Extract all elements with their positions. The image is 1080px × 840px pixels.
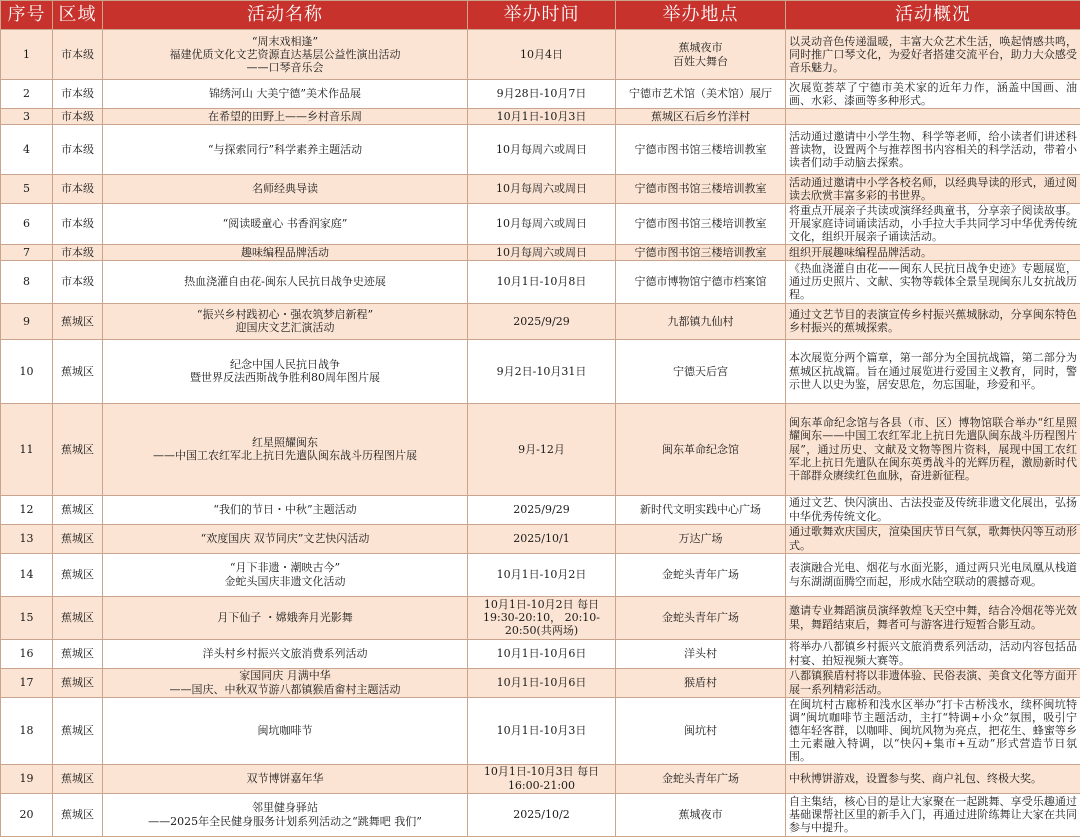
row-time: 10月1日-10月6日 xyxy=(468,668,616,697)
row-desc: 《热血浇灌自由花——闽东人民抗日战争史迹》专题展览，通过历史照片、文献、实物等载体全景呈现闽东儿女抗战历程。 xyxy=(786,260,1080,303)
row-time: 10月4日 xyxy=(468,30,616,80)
row-area: 市本级 xyxy=(53,125,103,175)
row-name: “与探索同行”科学素养主题活动 xyxy=(103,125,468,175)
row-place: 宁德市艺术馆（美术馆）展厅 xyxy=(616,80,786,109)
header-row xyxy=(1,1,1080,30)
row-number: 20 xyxy=(1,793,53,836)
row-name: 名师经典导读 xyxy=(103,175,468,204)
row-area: 蕉城区 xyxy=(53,495,103,524)
header-place: 举办地点 xyxy=(616,1,786,30)
row-number: 1 xyxy=(1,30,53,80)
header-time: 举办时间 xyxy=(468,1,616,30)
row-number: 4 xyxy=(1,125,53,175)
row-place: 宁德市图书馆三楼培训教室 xyxy=(616,244,786,260)
row-name: 趣味编程品牌活动 xyxy=(103,244,468,260)
table-row xyxy=(1,639,1080,668)
row-place: 蕉城夜市 百姓大舞台 xyxy=(616,30,786,80)
row-number: 5 xyxy=(1,175,53,204)
row-place: 洋头村 xyxy=(616,639,786,668)
row-place: 宁德天后宫 xyxy=(616,339,786,403)
row-time: 2025/10/1 xyxy=(468,524,616,553)
table-row xyxy=(1,244,1080,260)
row-name: 纪念中国人民抗日战争 暨世界反法西斯战争胜利80周年图片展 xyxy=(103,339,468,403)
row-area: 蕉城区 xyxy=(53,553,103,596)
row-time: 10月1日-10月2日 xyxy=(468,553,616,596)
table-row xyxy=(1,30,1080,80)
row-desc: 将举办八都镇乡村振兴文旅消费系列活动，活动内容包括品村宴、拍短视频大赛等。 xyxy=(786,639,1080,668)
row-time: 10月每周六或周日 xyxy=(468,175,616,204)
row-name: 邻里健身驿站 ——2025年全民健身服务计划系列活动之“跳舞吧 我们” xyxy=(103,793,468,836)
row-number: 17 xyxy=(1,668,53,697)
row-area: 蕉城区 xyxy=(53,403,103,495)
table-row xyxy=(1,668,1080,697)
row-name: “周末戏相逢” 福建优质文化文艺资源直达基层公益性演出活动 ——口琴音乐会 xyxy=(103,30,468,80)
row-name: 闽坑咖啡节 xyxy=(103,697,468,764)
table-row xyxy=(1,125,1080,175)
table-row xyxy=(1,495,1080,524)
row-place: 宁德市图书馆三楼培训教室 xyxy=(616,175,786,204)
row-time: 10月1日-10月2日 每日 19:30-20:10， 20:10- 20:50(共两场) xyxy=(468,596,616,639)
table-row xyxy=(1,303,1080,339)
row-time: 10月1日-10月3日 xyxy=(468,697,616,764)
table-body xyxy=(1,30,1080,837)
row-area: 蕉城区 xyxy=(53,596,103,639)
row-time: 10月每周六或周日 xyxy=(468,125,616,175)
row-desc: 组织开展趣味编程品牌活动。 xyxy=(786,244,1080,260)
row-time: 9月28日-10月7日 xyxy=(468,80,616,109)
row-place: 闽坑村 xyxy=(616,697,786,764)
table-row xyxy=(1,553,1080,596)
row-area: 蕉城区 xyxy=(53,764,103,793)
row-desc: 以灵动音色传递温暖，丰富大众艺术生活，唤起情感共鸣，同时推广口琴文化，为爱好者搭建交流平台，助力大众感受音乐魅力。 xyxy=(786,30,1080,80)
row-time: 10月每周六或周日 xyxy=(468,244,616,260)
header-desc: 活动概况 xyxy=(786,1,1080,30)
row-name: “月下非遗・潮映古今” 金蛇头国庆非遗文化活动 xyxy=(103,553,468,596)
row-area: 市本级 xyxy=(53,244,103,260)
table-row xyxy=(1,260,1080,303)
row-name: 热血浇灌自由花-闽东人民抗日战争史迹展 xyxy=(103,260,468,303)
row-desc: 本次展览分两个篇章，第一部分为全国抗战篇，第二部分为蕉城区抗战篇。旨在通过展览进行爱国主义教育，同时，警示世人以史为鉴，居安思危，勿忘国耻，珍爱和平。 xyxy=(786,339,1080,403)
row-desc: 邀请专业舞蹈演员演绎敦煌飞天空中舞，结合冷烟花等光效果，舞蹈结束后，舞者可与游客进行短暂合影互动。 xyxy=(786,596,1080,639)
row-time: 2025/9/29 xyxy=(468,303,616,339)
row-number: 7 xyxy=(1,244,53,260)
row-number: 12 xyxy=(1,495,53,524)
row-place: 九都镇九仙村 xyxy=(616,303,786,339)
row-area: 市本级 xyxy=(53,175,103,204)
row-time: 10月1日-10月8日 xyxy=(468,260,616,303)
row-number: 2 xyxy=(1,80,53,109)
row-desc: 通过歌舞欢庆国庆，渲染国庆节日气氛，歌舞快闪等互动形式。 xyxy=(786,524,1080,553)
row-time: 10月每周六或周日 xyxy=(468,204,616,245)
row-desc: 次展览荟萃了宁德市美术家的近年力作，涵盖中国画、油画、水彩、漆画等多种形式。 xyxy=(786,80,1080,109)
row-place: 蕉城区石后乡竹洋村 xyxy=(616,109,786,125)
table-row xyxy=(1,697,1080,764)
row-number: 13 xyxy=(1,524,53,553)
row-place: 新时代文明实践中心广场 xyxy=(616,495,786,524)
row-time: 10月1日-10月3日 xyxy=(468,109,616,125)
row-desc: 将重点开展亲子共读或演绎经典童书，分享亲子阅读故事。开展家庭诗词诵读活动，小手拉大手共同学习中华优秀传统文化，组织开展亲子诵读活动。 xyxy=(786,204,1080,245)
table-row xyxy=(1,80,1080,109)
row-desc: 八都镇猴盾村将以非遗体验、民俗表演、美食文化等方面开展一系列精彩活动。 xyxy=(786,668,1080,697)
row-desc: 闽东革命纪念馆与各县（市、区）博物馆联合举办“红星照耀闽东——中国工农红军北上抗日先遣队闽东战斗历程图片展”，通过历史、文献及文物等图片资料，展现中国工农红军北上抗日先遣队在闽东英勇战斗的光辉历程，激励新时代干部群众赓续红色血脉，奋进新征程。 xyxy=(786,403,1080,495)
row-area: 市本级 xyxy=(53,204,103,245)
row-number: 11 xyxy=(1,403,53,495)
row-place: 金蛇头青年广场 xyxy=(616,553,786,596)
row-place: 金蛇头青年广场 xyxy=(616,596,786,639)
table-row xyxy=(1,793,1080,836)
row-place: 宁德市图书馆三楼培训教室 xyxy=(616,125,786,175)
row-desc: 活动通过邀请中小学各校名师，以经典导读的形式，通过阅读去欣赏丰富多彩的书世界。 xyxy=(786,175,1080,204)
row-number: 19 xyxy=(1,764,53,793)
row-place: 宁德市博物馆宁德市档案馆 xyxy=(616,260,786,303)
row-area: 市本级 xyxy=(53,260,103,303)
row-name: “振兴乡村践初心・强农筑梦启新程” 迎国庆文艺汇演活动 xyxy=(103,303,468,339)
row-place: 闽东革命纪念馆 xyxy=(616,403,786,495)
row-time: 2025/10/2 xyxy=(468,793,616,836)
row-time: 9月-12月 xyxy=(468,403,616,495)
table-row xyxy=(1,339,1080,403)
row-area: 蕉城区 xyxy=(53,668,103,697)
table-row xyxy=(1,403,1080,495)
header-area: 区域 xyxy=(53,1,103,30)
row-time: 2025/9/29 xyxy=(468,495,616,524)
row-desc xyxy=(786,109,1080,125)
row-number: 15 xyxy=(1,596,53,639)
row-area: 市本级 xyxy=(53,30,103,80)
row-desc: 在闽坑村古廊桥和浅水区举办“打卡古桥浅水，续杯闽坑特调”闽坑咖啡节主题活动，主打“特调+小众”氛围，吸引宁德年轻客群，以咖啡、闽坑风物为亮点，把花生、蜂蜜等乡土元素融入特调，以“快闪+集市+互动”形式营造节日氛围。 xyxy=(786,697,1080,764)
row-name: 红星照耀闽东 ——中国工农红军北上抗日先遣队闽东战斗历程图片展 xyxy=(103,403,468,495)
row-name: 洋头村乡村振兴文旅消费系列活动 xyxy=(103,639,468,668)
row-number: 3 xyxy=(1,109,53,125)
row-name: 月下仙子 ・嫦娥奔月光影舞 xyxy=(103,596,468,639)
row-name: 家国同庆 月满中华 ——国庆、中秋双节游八都镇猴盾畲村主题活动 xyxy=(103,668,468,697)
row-place: 金蛇头青年广场 xyxy=(616,764,786,793)
row-area: 市本级 xyxy=(53,109,103,125)
header-name: 活动名称 xyxy=(103,1,468,30)
row-number: 6 xyxy=(1,204,53,245)
table-row xyxy=(1,524,1080,553)
row-desc: 自主集结，核心目的是让大家聚在一起跳舞、享受乐趣通过基础课帮社区里的新手入门，再通过进阶练舞让大家在共同参与中提升。 xyxy=(786,793,1080,836)
row-number: 9 xyxy=(1,303,53,339)
row-number: 18 xyxy=(1,697,53,764)
row-area: 蕉城区 xyxy=(53,793,103,836)
row-name: 锦绣河山 大美宁德”美术作品展 xyxy=(103,80,468,109)
row-desc: 通过文艺节目的表演宣传乡村振兴蕉城脉动，分享闽东特色乡村振兴的蕉城探索。 xyxy=(786,303,1080,339)
row-place: 蕉城夜市 xyxy=(616,793,786,836)
row-name: “欢度国庆 双节同庆”文艺快闪活动 xyxy=(103,524,468,553)
row-number: 8 xyxy=(1,260,53,303)
row-area: 市本级 xyxy=(53,80,103,109)
row-area: 蕉城区 xyxy=(53,524,103,553)
row-area: 蕉城区 xyxy=(53,639,103,668)
row-place: 万达广场 xyxy=(616,524,786,553)
row-place: 宁德市图书馆三楼培训教室 xyxy=(616,204,786,245)
row-time: 10月1日-10月3日 每日 16:00-21:00 xyxy=(468,764,616,793)
table-row xyxy=(1,175,1080,204)
row-area: 蕉城区 xyxy=(53,697,103,764)
row-name: “阅读暖童心 书香润家庭” xyxy=(103,204,468,245)
row-name: “我们的节日・中秋”主题活动 xyxy=(103,495,468,524)
row-desc: 活动通过邀请中小学生物、科学等老师，给小读者们讲述科普读物，设置两个与推荐图书内容相关的科学活动，带着小读者们动手动脑去探索。 xyxy=(786,125,1080,175)
row-number: 14 xyxy=(1,553,53,596)
row-number: 16 xyxy=(1,639,53,668)
row-area: 蕉城区 xyxy=(53,339,103,403)
table-row xyxy=(1,764,1080,793)
row-desc: 通过文艺、快闪演出、古法投壶及传统非遗文化展出，弘扬中华优秀传统文化。 xyxy=(786,495,1080,524)
row-time: 10月1日-10月6日 xyxy=(468,639,616,668)
row-time: 9月2日-10月31日 xyxy=(468,339,616,403)
row-area: 蕉城区 xyxy=(53,303,103,339)
header-no: 序号 xyxy=(1,1,53,30)
row-name: 双节博饼嘉年华 xyxy=(103,764,468,793)
row-desc: 表演融合光电、烟花与水面光影，通过两只光电凤凰从栈道与东湖湖面腾空而起，形成水陆空联动的震撼奇观。 xyxy=(786,553,1080,596)
row-desc: 中秋博饼游戏，设置参与奖、商户礼包、终极大奖。 xyxy=(786,764,1080,793)
table-row xyxy=(1,109,1080,125)
table-row xyxy=(1,596,1080,639)
row-number: 10 xyxy=(1,339,53,403)
row-place: 猴盾村 xyxy=(616,668,786,697)
row-name: 在希望的田野上——乡村音乐周 xyxy=(103,109,468,125)
table-row xyxy=(1,204,1080,245)
